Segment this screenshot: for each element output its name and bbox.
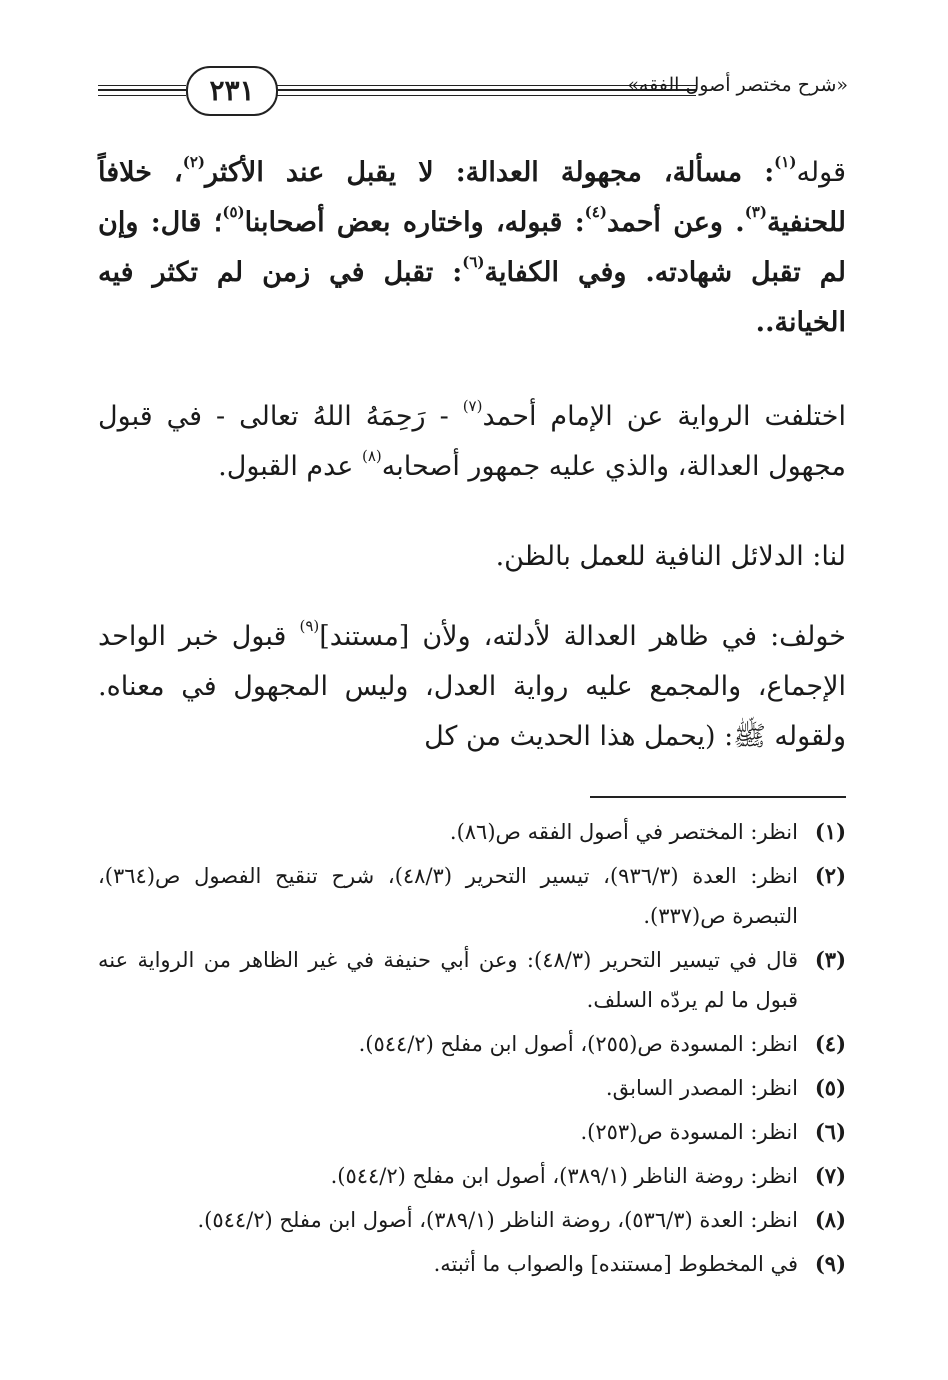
footnote-text: انظر: العدة (٥٣٦/٣)، روضة الناظر (٣٨٩/١)، أصول ابن مفلح (٥٤٤/٢). xyxy=(197,1208,798,1232)
footnote-item xyxy=(98,1156,846,1196)
footnote-number: (٤) xyxy=(814,1031,846,1056)
paragraph-segment: خولف: في ظاهر العدالة لأدلته، ولأن [مستند] xyxy=(319,621,846,652)
footnote-text: في المخطوط [مستنده] والصواب ما أثبته. xyxy=(433,1252,798,1276)
footnote-number: (٨) xyxy=(814,1207,846,1232)
page-header xyxy=(98,62,848,122)
commentary-paragraph-2 xyxy=(98,532,846,582)
commentary-paragraph-1 xyxy=(98,392,846,492)
matn-segment: ؛ قال: وإن لم تقبل شهادته. وفي الكفاية xyxy=(98,207,846,288)
footnote-ref-8: (٨) xyxy=(362,447,382,465)
matn-segment: . وعن أحمد xyxy=(606,207,745,238)
footnote-number: (٩) xyxy=(814,1251,846,1276)
footnote-ref-1: (١) xyxy=(774,153,797,171)
paragraph-segment: لنا: الدلائل النافية للعمل بالظن. xyxy=(495,541,846,572)
footnote-item xyxy=(98,1024,846,1064)
footnote-ref-2: (٢) xyxy=(182,153,206,171)
footnote-item xyxy=(98,940,846,1020)
footnote-ref-6: (٦) xyxy=(462,253,485,271)
footnote-ref-4: (٤) xyxy=(584,203,607,221)
footnote-number: (٥) xyxy=(814,1075,846,1100)
running-title: «شرح مختصر أصول الفقه» xyxy=(627,74,848,96)
footnote-item xyxy=(98,856,846,936)
matn-segment: ، خلافاً للحنفية xyxy=(98,157,846,238)
paragraph-segment: اختلفت الرواية عن الإمام أحمد xyxy=(482,401,846,432)
footnote-text: انظر: المصدر السابق. xyxy=(605,1076,798,1100)
footnote-ref-9: (٩) xyxy=(299,617,320,635)
footnote-number: (٦) xyxy=(814,1119,846,1144)
matn-segment: : مسألة، مجهولة العدالة: لا يقبل عند الأكثر xyxy=(205,157,775,188)
matn-lead: قوله xyxy=(796,157,846,188)
footnote-separator xyxy=(590,796,846,798)
header-rule-left xyxy=(98,89,186,91)
footnote-number: (٢) xyxy=(814,863,846,888)
footnote-text: انظر: العدة (٩٣٦/٣)، تيسير التحرير (٤٨/٣)، شرح تنقيح الفصول ص(٣٦٤)، التبصرة ص(٣٣٧). xyxy=(98,864,798,928)
footnote-item xyxy=(98,1200,846,1240)
matn-segment: : تقبل في زمن لم تكثر فيه الخيانة.. xyxy=(98,257,846,338)
footnote-ref-3: (٣) xyxy=(744,203,767,221)
page-number: ٢٣١ xyxy=(186,66,278,116)
paragraph-segment: قبول خبر الواحد الإجماع، والمجمع عليه رواية العدل، وليس المجهول في معناه. ولقوله ﷺ: (يحمل هذا الحديث من كل xyxy=(98,621,846,752)
footnote-text: انظر: المسودة ص(٢٥٥)، أصول ابن مفلح (٥٤٤/٢). xyxy=(358,1032,798,1056)
commentary-paragraph-3 xyxy=(98,612,846,762)
matn-segment: : قبوله، واختاره بعض أصحابنا xyxy=(244,207,585,238)
footnote-text: انظر: المسودة ص(٢٥٣). xyxy=(580,1120,798,1144)
footnote-item xyxy=(98,1244,846,1284)
footnote-item xyxy=(98,812,846,852)
footnote-item xyxy=(98,1112,846,1152)
footnote-ref-7: (٧) xyxy=(462,397,483,415)
footnote-text: انظر: روضة الناظر (٣٨٩/١)، أصول ابن مفلح (٥٤٤/٢). xyxy=(330,1164,798,1188)
paragraph-segment: عدم القبول. xyxy=(218,451,362,482)
footnote-number: (٧) xyxy=(814,1163,846,1188)
footnote-text: انظر: المختصر في أصول الفقه ص(٨٦). xyxy=(449,820,798,844)
footnote-ref-5: (٥) xyxy=(222,203,245,221)
matn-text xyxy=(98,148,846,348)
paragraph-segment: - رَحِمَهُ اللهُ تعالى - في قبول مجهول العدالة، والذي عليه جمهور أصحابه xyxy=(98,401,846,482)
footnote-number: (١) xyxy=(814,819,846,844)
footnotes xyxy=(98,812,846,1288)
footnote-number: (٣) xyxy=(814,947,846,972)
footnote-item xyxy=(98,1068,846,1108)
footnote-text: قال في تيسير التحرير (٤٨/٣): وعن أبي حنيفة في غير الظاهر من الرواية عنه قبول ما لم يردّه السلف. xyxy=(98,948,798,1012)
